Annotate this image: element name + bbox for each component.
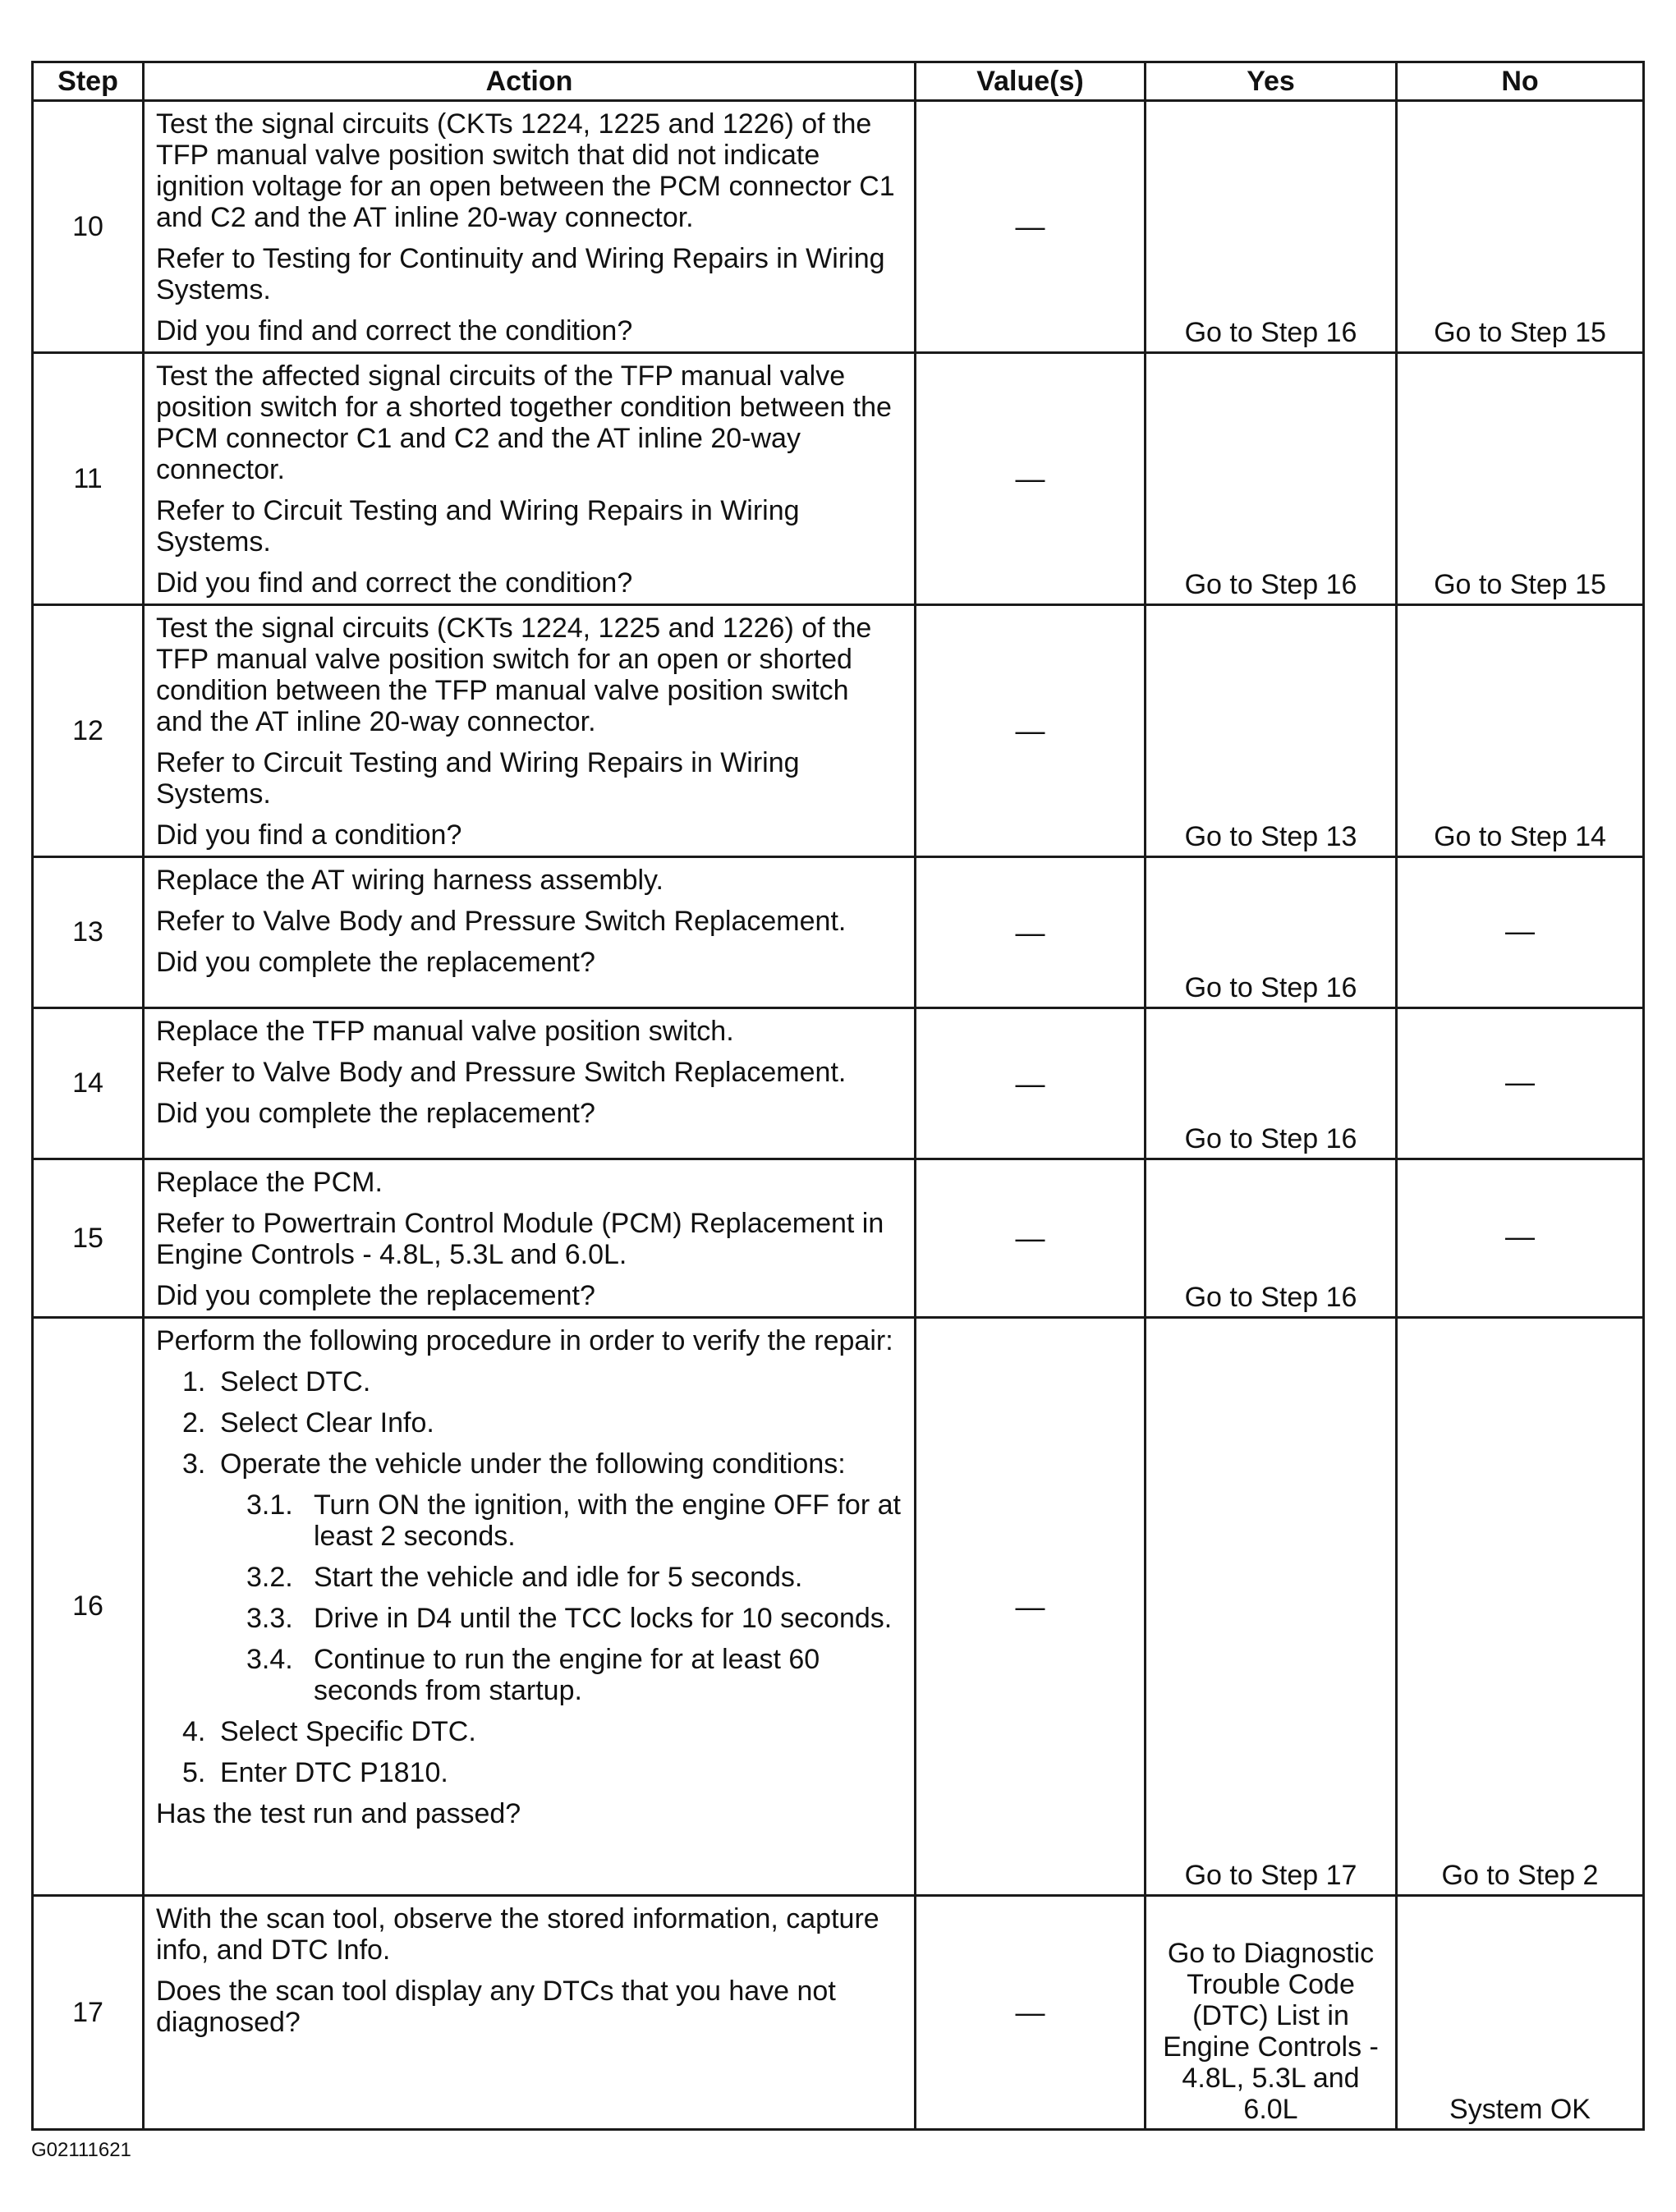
value-cell: — (916, 1008, 1146, 1159)
table-row (33, 1159, 1644, 1318)
step-number: 13 (33, 857, 144, 1008)
no-cell: — (1397, 857, 1644, 1008)
no-cell: Go to Step 15 (1397, 101, 1644, 353)
yes-cell: Go to Step 16 (1146, 857, 1397, 1008)
procedure-item: 3. Operate the vehicle under the following conditions: (182, 1448, 846, 1480)
action-text: With the scan tool, observe the stored information, capture info, and DTC Info. (156, 1903, 879, 1966)
header-values: Value(s) (916, 62, 1146, 101)
no-cell: Go to Step 15 (1397, 353, 1644, 605)
value-cell: — (916, 857, 1146, 1008)
action-question: Did you find a condition? (156, 819, 462, 851)
table-row (33, 1896, 1644, 2130)
step-number: 12 (33, 605, 144, 857)
table-row (33, 605, 1644, 857)
action-cell (144, 1318, 916, 1896)
action-cell (144, 1159, 916, 1318)
yes-cell: Go to Step 16 (1146, 353, 1397, 605)
action-cell (144, 605, 916, 857)
yes-cell: Go to Step 13 (1146, 605, 1397, 857)
header-row (33, 62, 1644, 101)
action-cell (144, 857, 916, 1008)
step-number: 11 (33, 353, 144, 605)
value-cell: — (916, 1159, 1146, 1318)
action-question: Did you complete the replacement? (156, 1280, 595, 1311)
header-yes: Yes (1146, 62, 1397, 101)
action-reference: Refer to Testing for Continuity and Wiring Repairs in Wiring Systems. (156, 243, 885, 305)
action-cell (144, 1008, 916, 1159)
yes-cell: Go to Step 16 (1146, 1008, 1397, 1159)
value-cell: — (916, 605, 1146, 857)
table-row (33, 1008, 1644, 1159)
procedure-subitem: 3.3. Drive in D4 until the TCC locks for 10 seconds. (246, 1603, 893, 1634)
action-text: Replace the TFP manual valve position switch. (156, 1016, 734, 1047)
action-cell (144, 101, 916, 353)
action-text: Test the affected signal circuits of the TFP manual valve position switch for a shorted together condition between the PCM connector C1 and C2 and the AT inline 20-way connector. (156, 360, 892, 485)
table-row (33, 353, 1644, 605)
action-reference: Refer to Valve Body and Pressure Switch Replacement. (156, 906, 847, 937)
step-number: 10 (33, 101, 144, 353)
table-row (33, 101, 1644, 353)
action-intro: Perform the following procedure in order to verify the repair: (156, 1325, 893, 1356)
no-cell: Go to Step 2 (1397, 1318, 1644, 1896)
value-cell: — (916, 101, 1146, 353)
action-cell (144, 1896, 916, 2130)
header-action: Action (144, 62, 916, 101)
action-cell (144, 353, 916, 605)
action-question: Did you complete the replacement? (156, 1098, 595, 1129)
step-number: 15 (33, 1159, 144, 1318)
yes-cell: Go to Step 16 (1146, 1159, 1397, 1318)
action-reference: Refer to Valve Body and Pressure Switch Replacement. (156, 1057, 847, 1088)
action-reference: Refer to Circuit Testing and Wiring Repairs in Wiring Systems. (156, 747, 800, 810)
action-reference: Refer to Powertrain Control Module (PCM) Replacement in Engine Controls - 4.8L, 5.3L and 6.0L. (156, 1208, 884, 1270)
value-cell: — (916, 353, 1146, 605)
value-cell: — (916, 1896, 1146, 2130)
procedure-subitem: 3.1. Turn ON the ignition, with the engine OFF for at least 2 seconds. (246, 1489, 901, 1552)
action-question: Has the test run and passed? (156, 1798, 521, 1829)
procedure-item: 5. Enter DTC P1810. (182, 1757, 448, 1788)
action-question: Did you find and correct the condition? (156, 315, 633, 346)
action-text: Test the signal circuits (CKTs 1224, 1225 and 1226) of the TFP manual valve position switch for an open or shorted condition between the TFP manual valve position switch and the AT inline 20-way connector. (156, 613, 872, 737)
action-text: Replace the AT wiring harness assembly. (156, 865, 664, 896)
figure-id: G02111621 (31, 2139, 131, 2161)
procedure-subitem: 3.2. Start the vehicle and idle for 5 seconds. (246, 1562, 803, 1593)
table-row (33, 1318, 1644, 1896)
procedure-item: 4. Select Specific DTC. (182, 1716, 476, 1747)
header-step: Step (33, 62, 144, 101)
no-cell: — (1397, 1159, 1644, 1318)
yes-cell: Go to Step 17 (1146, 1318, 1397, 1896)
action-question: Did you complete the replacement? (156, 947, 595, 978)
no-cell: Go to Step 14 (1397, 605, 1644, 857)
no-cell: System OK (1397, 1896, 1644, 2130)
action-text: Replace the PCM. (156, 1167, 383, 1198)
procedure-item: 1. Select DTC. (182, 1366, 371, 1397)
action-reference: Refer to Circuit Testing and Wiring Repairs in Wiring Systems. (156, 495, 800, 558)
procedure-subitem: 3.4. Continue to run the engine for at least 60 seconds from startup. (246, 1644, 820, 1706)
step-number: 16 (33, 1318, 144, 1896)
yes-cell: Go to Step 16 (1146, 101, 1397, 353)
step-number: 17 (33, 1896, 144, 2130)
procedure-item: 2. Select Clear Info. (182, 1407, 434, 1439)
yes-cell: Go to Diagnostic Trouble Code (DTC) List in Engine Controls - 4.8L, 5.3L and 6.0L (1146, 1896, 1397, 2130)
action-text: Test the signal circuits (CKTs 1224, 1225 and 1226) of the TFP manual valve position switch that did not indicate ignition voltage for an open between the PCM connector C1 and C2 and the AT inline 20-way connector. (156, 108, 895, 233)
diagnostic-table (31, 61, 1645, 2131)
no-cell: — (1397, 1008, 1644, 1159)
table-row (33, 857, 1644, 1008)
header-no: No (1397, 62, 1644, 101)
step-number: 14 (33, 1008, 144, 1159)
action-question: Did you find and correct the condition? (156, 567, 633, 599)
value-cell: — (916, 1318, 1146, 1896)
action-question: Does the scan tool display any DTCs that you have not diagnosed? (156, 1976, 836, 2038)
